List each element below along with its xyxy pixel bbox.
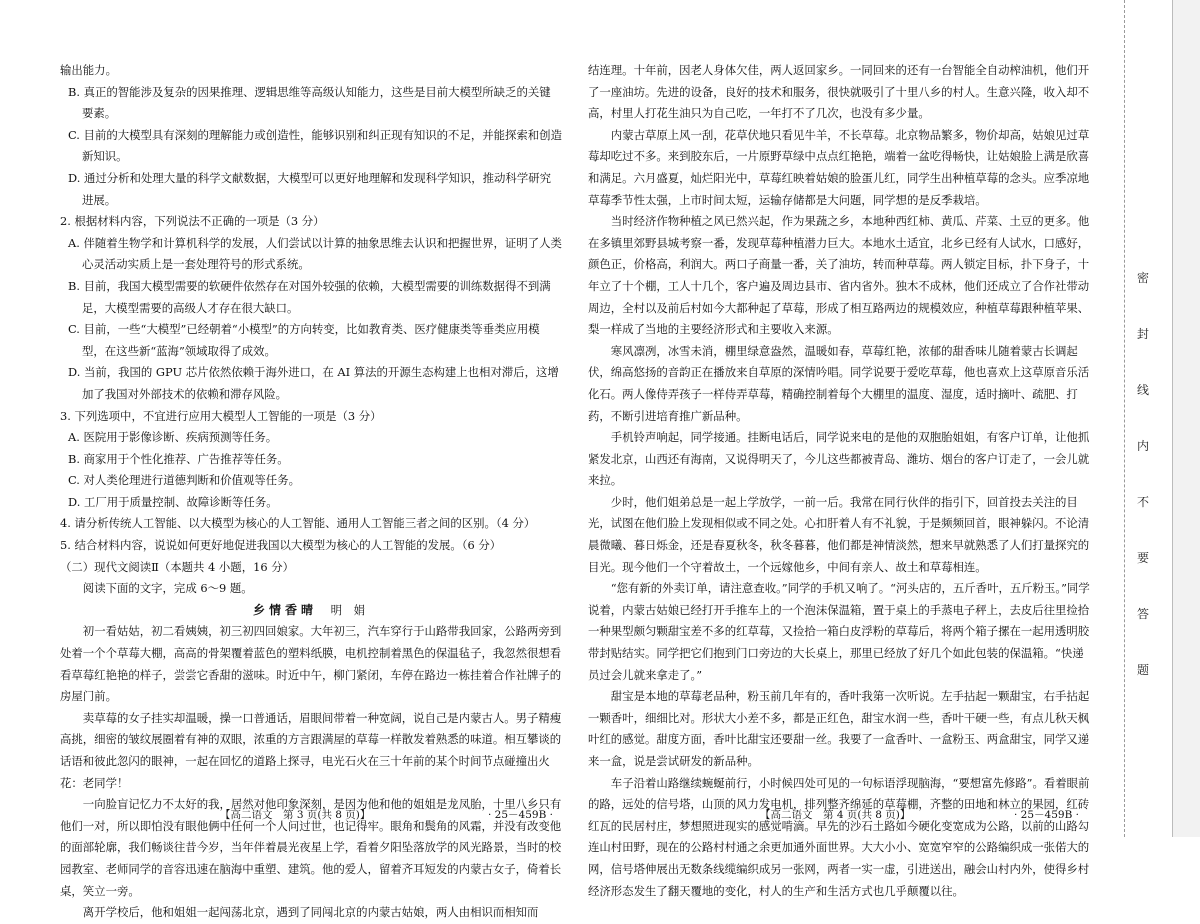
question-2: 2. 根据材料内容，下列说法不正确的一项是（3 分） [60, 214, 325, 229]
paragraph: “您有新的外卖订单，请注意查收。”同学的手机又响了。“河头店的，五斤香叶，五斤粉玉。”同学说着，内蒙古姑娘已经打开手推车上的一个泡沫保温箱，置于桌上的手蒸电子秤上，去皮后往里捡拾一种果型颇匀颗甜宝差不多的红草莓，又捡拾一箱白皮浮粉的草莓后，将两个箱子摞在一起用透明胶带封贴结实。同学把它们抱到门口旁边的大长桌上，那里已经放了好几个如此包装的保温箱。“快递员过会儿就来拿走了。” [588, 581, 1090, 682]
paragraph: 当时经济作物种植之风已然兴起，作为果蔬之乡，本地种西红柿、黄瓜、芹菜、土豆的更多。他在多镇里郊野县城考察一番，发现草莓种植潜力巨大。本地水土适宜，北乡已经有人试水，口感好，颜色正，价格高，利润大。两口子商量一番，关了油坊，转而种草莓。两人锁定目标，扑下身子，十年立了十个棚，工人十几个，客户遍及周边县市、省内省外。独木不成林，他们还成立了合作社带动周边，全村以及前后村如今大都种起了草莓，形成了相互路两边的规模效应，种植草莓跟种植苹果、梨一样成了当地的主要经济形式和主要收入来源。 [588, 214, 1090, 337]
option-a: A. 伴随着生物学和计算机科学的发展，人们尝试以计算的抽象思维去认识和把握世界，证明了人类心灵活动实质上是一套处理符号的形式系统。 [68, 235, 562, 272]
footer-page-label-left: 【高二语文 第 3 页(共 8 页)】 [220, 809, 371, 821]
seal-char: 封 [1136, 327, 1149, 341]
question-3: 3. 下列选项中，不宜进行应用大模型人工智能的一项是（3 分） [60, 408, 382, 423]
left-column [60, 60, 562, 924]
option-d: D. 工厂用于质量控制、故障诊断等任务。 [68, 494, 278, 509]
line: 输出能力。 [60, 63, 117, 77]
seal-line [1124, 0, 1125, 837]
footer-code-right: · 25－459B · [1014, 809, 1079, 821]
paragraph: 离开学校后，他和姐姐一起闯荡北京，遇到了同闯北京的内蒙古姑娘，两人由相识而相知而 [82, 905, 539, 920]
option-d: D. 当前，我国的 GPU 芯片依然依赖于海外进口，在 AI 算法的开源生态构建上也相对滞后，这增加了我国对外部技术的依赖和滞存风险。 [68, 365, 559, 401]
option-c: C. 目前的大模型具有深刻的理解能力或创造性，能够识别和纠正现有知识的不足，并能探索和创造新知识。 [68, 127, 562, 164]
paragraph: 内蒙古草原上风一刮，花草伏地只看见牛羊，不长草莓。北京物品繁多，物价却高，姑娘见过草莓却吃过不多。来到胶东后，一片原野草绿中点点红艳艳，端着一盆吃得畅快，让姑娘脸上满是欣喜和满足。六月盛夏，灿烂阳光中，草莓红映着姑娘的脸蛋儿红，同学生出种植草莓的念头。应季凉地草莓季节性太强，上市时间太短，运输存储都是大问题，同学想的是反季栽培。 [588, 127, 1090, 207]
paragraph: 结连理。十年前，因老人身体欠佳，两人返回家乡。一同回来的还有一台智能全自动榨油机，他们开了一座油坊。先进的设备，良好的技术和服务，很快就吸引了十里八乡的村人。生意兴隆，收入却不高，村里人打花生油只为自己吃，一年打不了几次，也没有多少量。 [588, 63, 1090, 121]
seal-char: 内 [1136, 439, 1149, 453]
question-4: 4. 请分析传统人工智能、以大模型为核心的人工智能、通用人工智能三者之间的区别。（4 分） [60, 516, 536, 531]
instructions: 阅读下面的文字，完成 6～9 题。 [82, 581, 253, 596]
option-b: B. 商家用于个性化推荐、广告推荐等任务。 [68, 451, 289, 466]
paragraph: 车子沿着山路继续蜿蜒前行，小时候四处可见的一句标语浮现脑海，“要想富先修路”。看着眼前的路，远处的信号塔，山顶的风力发电机，排列整齐绵延的草莓棚，齐整的田地和林立的果园，红砖红瓦的民居村庄，梦想照进现实的感觉啃滴。早先的沙石土路如今硬化变宽成为公路，以前的山路勾连山村田野，现在的公路村村通之余更加通外面世界。大大小小、宽宽窄窄的公路编织成一张偌大的网，信号塔伸展出无数条线缆编织成另一张网，两者一实一虚，引进送出，融会山村内外，使得乡村经济形态发生了翻天覆地的变化，村人的生产和生活方式也几乎颠覆以往。 [588, 775, 1090, 898]
paragraph: 手机铃声响起，同学接通。挂断电话后，同学说来电的是他的双胞胎姐姐，有客户订单，让他抓紧发北京，山西还有海南，又说得明天了，今儿这些都被青岛、潍坊、烟台的客户订走了，一会儿就来拉。 [588, 430, 1090, 488]
story-title: 乡情香晴 [252, 602, 317, 617]
option-b: B. 真正的智能涉及复杂的因果推理、逻辑思维等高级认知能力，这些是目前大模型所缺乏的关键要素。 [68, 84, 551, 121]
footer-page-label-right: 【高二语文 第 4 页(共 8 页)】 [760, 809, 911, 821]
seal-char: 要 [1136, 551, 1149, 565]
paragraph: 卖草莓的女子挂实却温暖，操一口普通话，眉眼间带着一种宽阔，说自己是内蒙古人。男子精瘦高挑，细密的皱纹展圈着有神的双眼，浓重的方言跟满屋的草莓一样散发着熟悉的味道。相互攀谈的话语和彼此忽闪的眼神，一起在回忆的道路上探寻，电光石火在三十年前的某个时间节点碰撞出火花：老同学！ [60, 710, 562, 790]
option-c: C. 目前，一些“大模型”已经朝着“小模型”的方向转变，比如教育类、医疗健康类等垂类应用模型，在这些新“蓝海”领域取得了成效。 [68, 322, 540, 358]
right-column [588, 60, 1090, 902]
page-edge [1172, 0, 1200, 837]
footer-code-left: · 25－459B · [488, 809, 553, 821]
seal-char: 题 [1136, 663, 1149, 677]
seal-line-notice [1132, 270, 1154, 718]
paragraph: 少时，他们姐弟总是一起上学放学，一前一后。我常在同行伙伴的指引下，回首投去关注的目光，试图在他们脸上发现相似或不同之处。心扣肝着人有不礼貌，于是频频回首，眼神躲闪。不论清晨微曦、暮日烁金，还是春夏秋冬，秋冬暮暮，他们都是神情淡然，想来早就熟悉了人们打量探究的目光。现今他们一个守着故土，一个远嫁他乡，中间有亲人、故土和草莓相连。 [588, 494, 1090, 574]
paragraph: 寒风凛冽，冰雪未消，棚里绿意盎然，温暖如春，草莓红艳，浓郁的甜香味儿随着蒙古长调起伏，绵高悠扬的音韵正在播放来自草原的深情吟唱。同学说要于爱吃草莓，他也喜欢上这草原音乐活化石。两人像侍弄孩子一样侍弄草莓，精确控制着每个大棚里的温度、湿度，适时摘叶、疏肥、打药，不断引进培育推广新品种。 [588, 343, 1090, 423]
seal-char: 不 [1136, 495, 1149, 509]
paragraph: 甜宝是本地的草莓老品种，粉玉前几年有的，香叶我第一次听说。左手拈起一颗甜宝，右手拈起一颗香叶，细细比对。形状大小差不多，都是正红色，甜宝水润一些，香叶干硬一些，有点儿秋天枫叶红的感觉。甜度方面，香叶比甜宝还要甜一丝。我要了一盒香叶、一盒粉玉、两盒甜宝，同学又递来一盒，说是尝试研发的新品种。 [588, 689, 1090, 768]
option-b: B. 目前，我国大模型需要的软硬件依然存在对国外较强的依赖，大模型需要的训练数据得不到满足，大模型需要的高级人才存在很大缺口。 [68, 278, 551, 315]
story-author: 明 娟 [330, 602, 370, 617]
seal-char: 线 [1136, 383, 1149, 397]
story-title-line [60, 600, 562, 622]
option-c: C. 对人类伦理进行道德判断和价值观等任务。 [68, 473, 300, 488]
option-a: A. 医院用于影像诊断、疾病预测等任务。 [68, 430, 278, 445]
paragraph: 一向脸盲记忆力不太好的我，居然对他印象深刻，是因为他和他的姐姐是龙凤胎，十里八乡只有他们一对，所以即怕没有眼他俩中任何一个人问过世，也记得牢。眼角和鬓角的风霜，并没有改变他的面部轮廓，我们畅谈往昔今岁，当年伴着晨光夜星上学，看着夕阳坠落放学的风光路景，当时的校园教室、老师同学的音容迅速在脑海中重塑、建筑。他的爱人，留着齐耳短发的内蒙古女子，倚着长桌，笑立一旁。 [60, 797, 562, 898]
question-5: 5. 结合材料内容，说说如何更好地促进我国以大模型为核心的人工智能的发展。（6 分） [60, 538, 502, 553]
paragraph: 初一看姑姑，初二看姨姨，初三初四回娘家。大年初三，汽车穿行于山路带我回家，公路两旁到处着一个个草莓大棚，高高的骨架覆着蓝色的塑料纸膜，电机控制着黑色的保温毡子，我忽然很想看看草莓红艳艳的样子，尝尝它香甜的滋味。时近中午，柳门紧闭，车停在路边一栋挂着合作社牌子的房屋门前。 [60, 624, 562, 704]
option-d: D. 通过分析和处理大量的科学文献数据，大模型可以更好地理解和发现科学知识，推动科学研究进展。 [68, 170, 551, 207]
seal-char: 密 [1136, 271, 1149, 285]
section-heading: （二）现代文阅读Ⅱ（本题共 4 小题，16 分） [60, 559, 294, 574]
seal-char: 答 [1136, 607, 1149, 621]
